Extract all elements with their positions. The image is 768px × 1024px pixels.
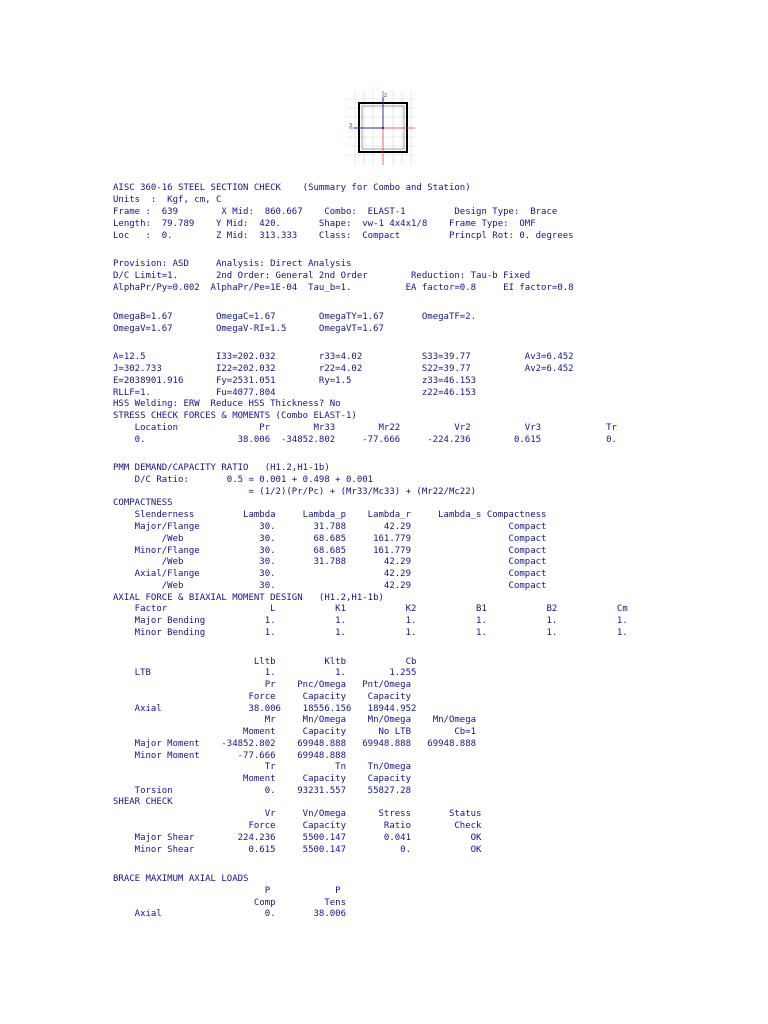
brace-header-2: Comp Tens [113, 898, 346, 908]
shear-check-title: SHEAR CHECK [113, 797, 173, 807]
axial-biaxial-title: AXIAL FORCE & BIAXIAL MOMENT DESIGN (H1.2,H1-1b) [113, 593, 384, 603]
property-line-1: A=12.5 I33=202.032 r33=4.02 S33=39.77 Av3=6.452 [113, 352, 574, 362]
axial-cap-header-2: Force Capacity Capacity [113, 692, 412, 702]
pmm-title: PMM DEMAND/CAPACITY RATIO (H1.2,H1-1b) [113, 463, 330, 473]
pmm-formula-line: = (1/2)(Pr/Pc) + (Mr33/Mc33) + (Mr22/Mc22) [113, 487, 477, 497]
torsion-header-1: Tr Tn Tn/Omega [113, 762, 412, 772]
brace-header-1: P P [113, 886, 341, 896]
compactness-row: /Web 30. 42.29 Compact [113, 581, 547, 591]
property-line-5: HSS Welding: ERW Reduce HSS Thickness? No [113, 399, 341, 409]
ltb-header: Lltb Kltb Cb [113, 657, 417, 667]
shear-row: Minor Shear 0.615 5500.147 0. OK [113, 845, 482, 855]
moment-cap-header-2: Moment Capacity No LTB Cb=1 [113, 727, 477, 737]
length-line: Length: 79.789 Y Mid: 420. Shape: vw-1 4x4x1/8 Frame Type: OMF [113, 219, 536, 229]
units-line: Units : Kgf, cm, C [113, 195, 222, 205]
axis-2-label: 2 [384, 93, 388, 99]
property-line-3: E=2038901.916 Fy=2531.051 Ry=1.5 z33=46.153 [113, 376, 477, 386]
stress-check-header: Location Pr Mr33 Mr22 Vr2 Vr3 Tr [113, 423, 617, 433]
compactness-header: Slenderness Lambda Lambda_p Lambda_r Lambda_s Compactness [113, 510, 547, 520]
moment-cap-header-1: Mr Mn/Omega Mn/Omega Mn/Omega [113, 715, 477, 725]
alpha-line: AlphaPr/Py=0.002 AlphaPr/Pe=1E-04 Tau_b=1. EA factor=0.8 EI factor=0.8 [113, 283, 574, 293]
centroid-marker [382, 127, 384, 129]
brace-row: Axial 0. 38.006 [113, 909, 346, 919]
axial-cap-row: Axial 38.006 18556.156 18944.952 [113, 704, 417, 714]
compactness-row: /Web 30. 31.788 42.29 Compact [113, 557, 547, 567]
axial-biaxial-header: Factor L K1 K2 B1 B2 Cm [113, 604, 628, 614]
stress-check-row: 0. 38.006 -34852.802 -77.666 -224.236 0.615 0. [113, 435, 617, 445]
moment-cap-row: Major Moment -34852.802 69948.888 69948.888 69948.888 [113, 739, 477, 749]
axial-biaxial-row: Major Bending 1. 1. 1. 1. 1. 1. [113, 616, 628, 626]
report-title: AISC 360-16 STEEL SECTION CHECK (Summary for Combo and Station) [113, 183, 471, 193]
compactness-row: Minor/Flange 30. 68.685 161.779 Compact [113, 546, 547, 556]
provision-line: Provision: ASD Analysis: Direct Analysis [113, 259, 352, 269]
omega-line-2: OmegaV=1.67 OmegaV-RI=1.5 OmegaVT=1.67 [113, 324, 384, 334]
property-line-2: J=302.733 I22=202.032 r22=4.02 S22=39.77 Av2=6.452 [113, 364, 574, 374]
axial-biaxial-row: Minor Bending 1. 1. 1. 1. 1. 1. [113, 628, 628, 638]
shear-header-1: Vr Vn/Omega Stress Status [113, 809, 482, 819]
frame-line: Frame : 639 X Mid: 860.667 Combo: ELAST-1 Design Type: Brace [113, 207, 558, 217]
shear-row: Major Shear 224.236 5500.147 0.041 OK [113, 833, 482, 843]
omega-line-1: OmegaB=1.67 OmegaC=1.67 OmegaTY=1.67 OmegaTF=2. [113, 312, 477, 322]
moment-cap-row: Minor Moment -77.666 69948.888 [113, 751, 346, 761]
brace-title: BRACE MAXIMUM AXIAL LOADS [113, 874, 249, 884]
compactness-title: COMPACTNESS [113, 498, 173, 508]
dc-limit-line: D/C Limit=1. 2nd Order: General 2nd Order Reduction: Tau-b Fixed [113, 271, 531, 281]
loc-line: Loc : 0. Z Mid: 313.333 Class: Compact Princpl Rot: 0. degrees [113, 231, 574, 241]
stress-check-title: STRESS CHECK FORCES & MOMENTS (Combo ELAST-1) [113, 411, 357, 421]
shear-header-2: Force Capacity Ratio Check [113, 821, 482, 831]
ltb-row: LTB 1. 1. 1.255 [113, 668, 417, 678]
compactness-row: /Web 30. 68.685 161.779 Compact [113, 534, 547, 544]
axis-3-label: 3 [349, 123, 353, 129]
compactness-row: Axial/Flange 30. 42.29 Compact [113, 569, 547, 579]
pmm-ratio-line: D/C Ratio: 0.5 = 0.001 + 0.498 + 0.001 [113, 475, 374, 485]
property-line-4: RLLF=1. Fu=4077.804 z22=46.153 [113, 388, 477, 398]
axial-cap-header-1: Pr Pnc/Omega Pnt/Omega [113, 680, 412, 690]
hss-section-diagram [347, 91, 415, 165]
torsion-header-2: Moment Capacity Capacity [113, 774, 412, 784]
torsion-row: Torsion 0. 93231.557 55827.28 [113, 786, 412, 796]
compactness-row: Major/Flange 30. 31.788 42.29 Compact [113, 522, 547, 532]
